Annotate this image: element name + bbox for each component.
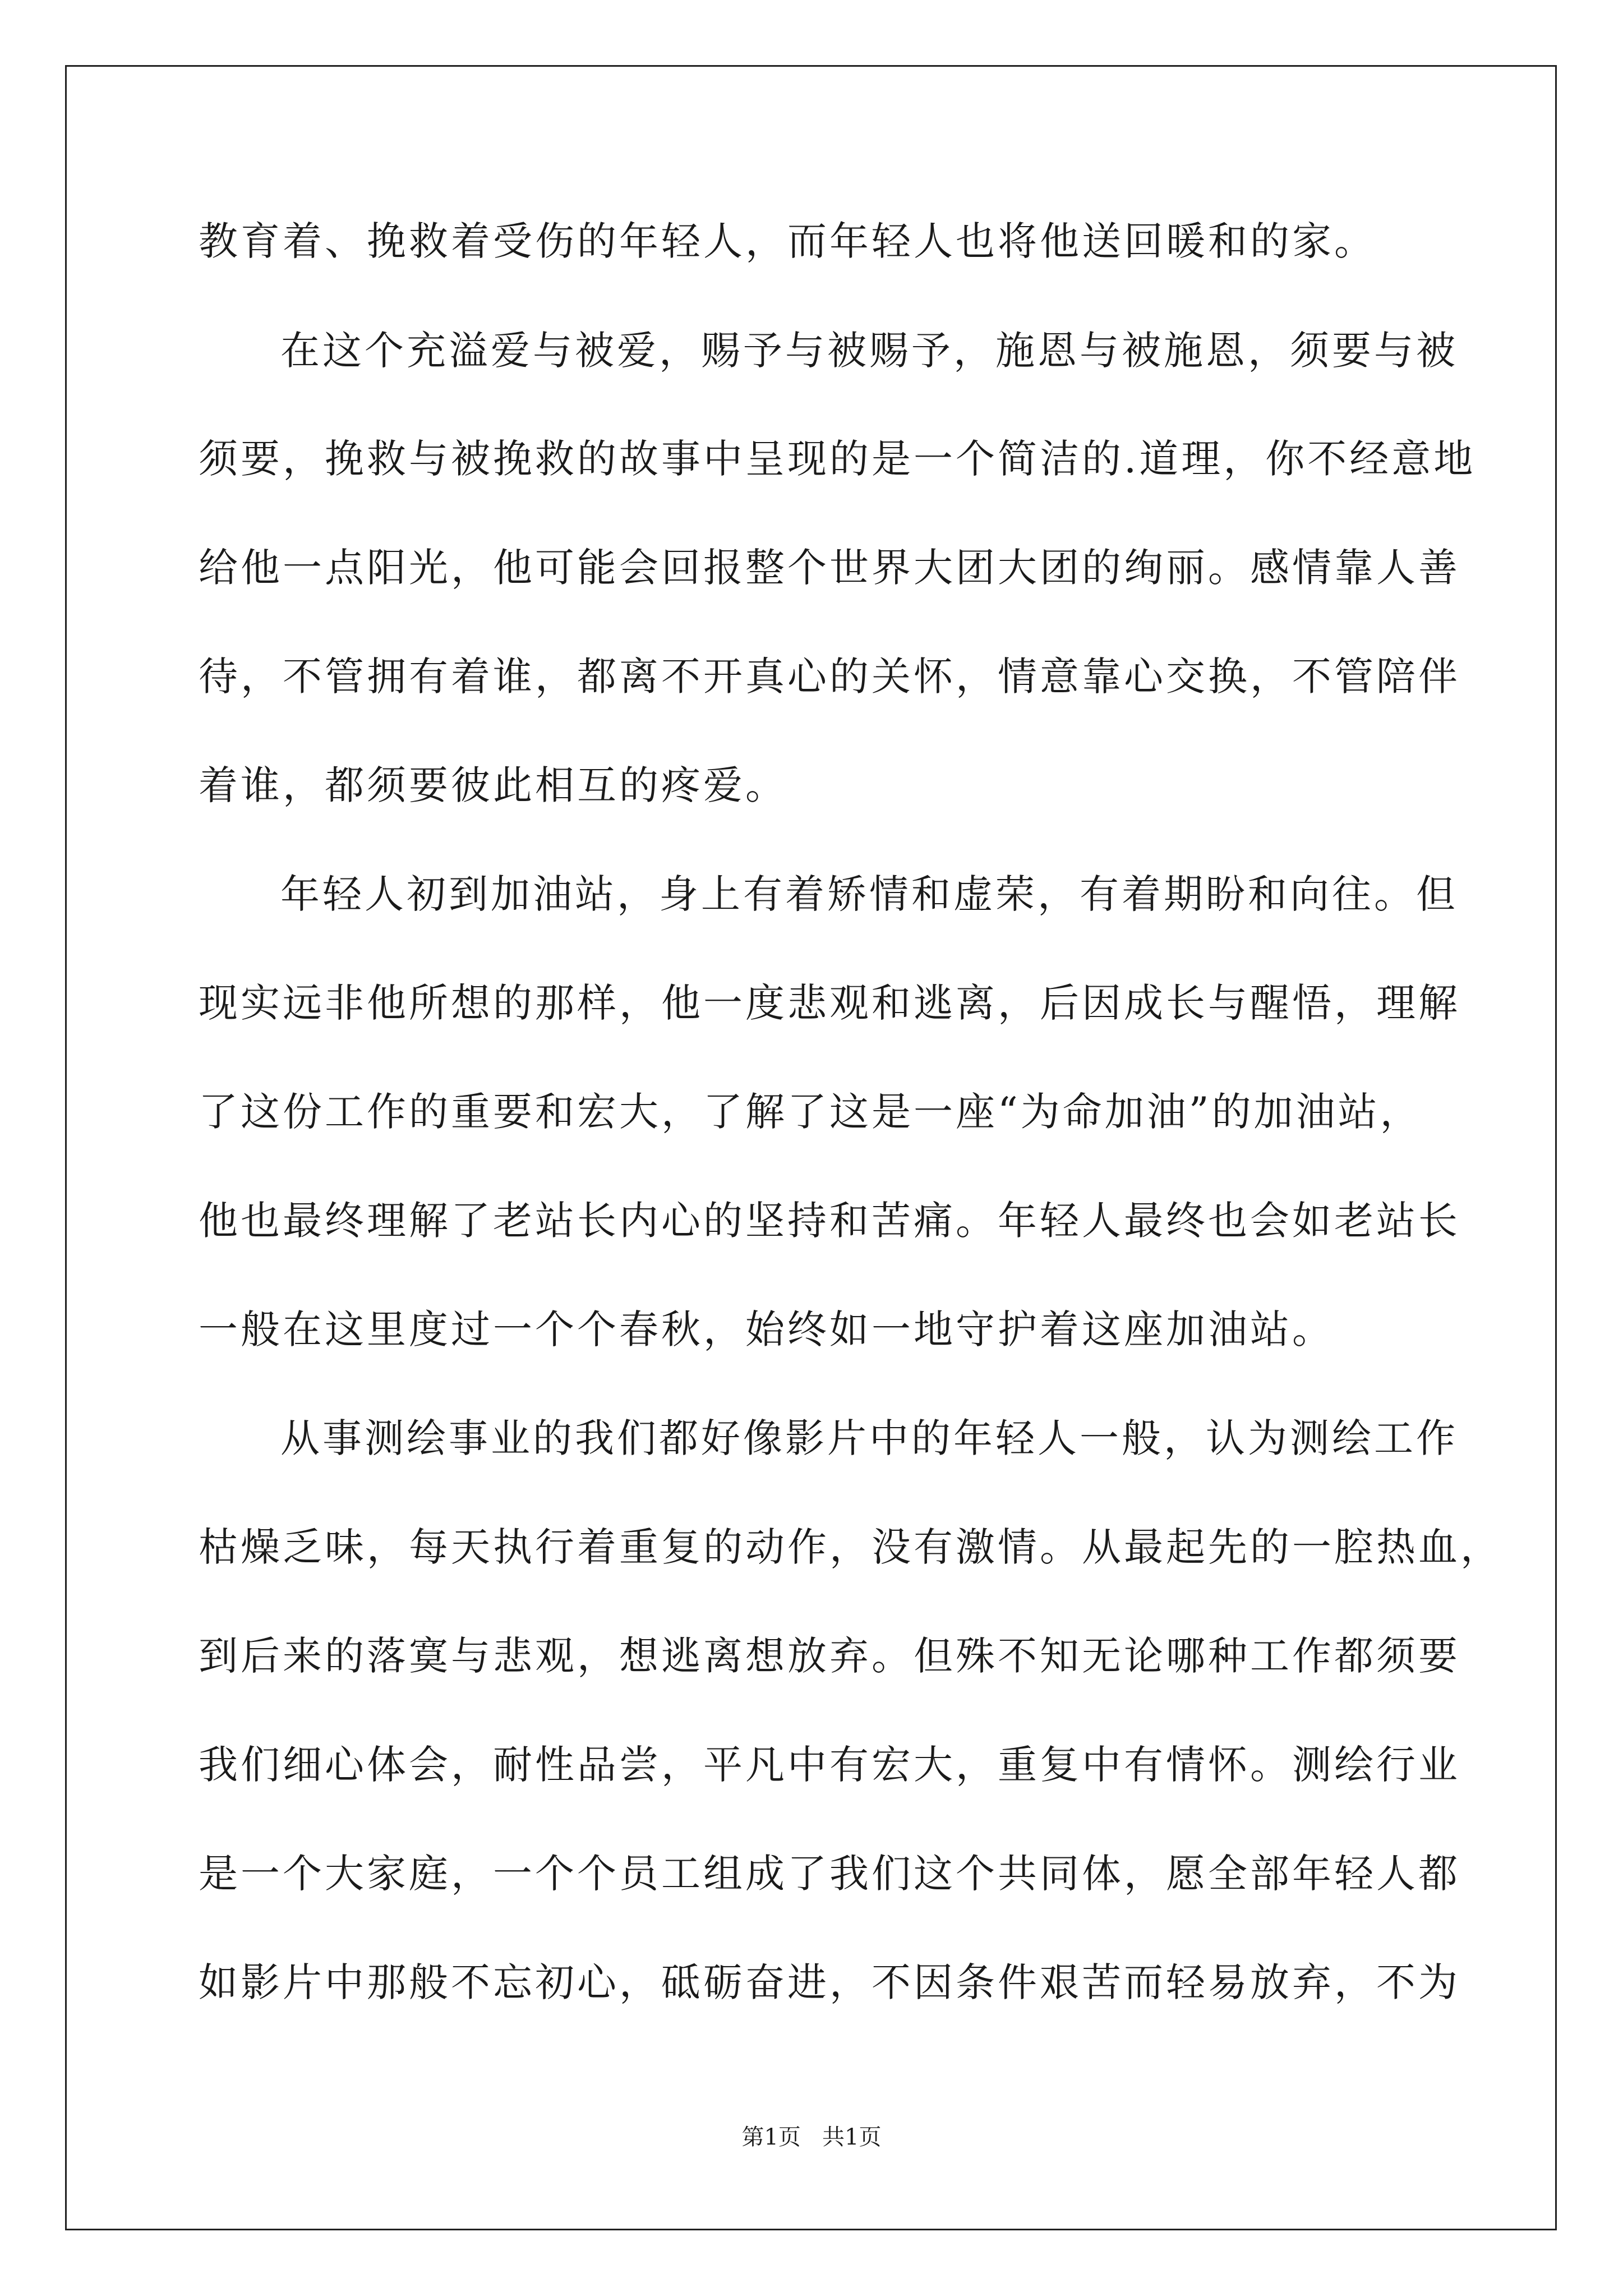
paragraph-start-line: 在这个充溢爱与被爱，赐予与被赐予，施恩与被施恩，须要与被 — [280, 328, 1458, 374]
text-line: 着谁，都须要彼此相互的疼爱。 — [199, 762, 787, 808]
text-line: 待，不管拥有着谁，都离不开真心的关怀，情意靠心交换，不管陪伴 — [199, 654, 1460, 700]
text-line: 是一个大家庭，一个个员工组成了我们这个共同体，愿全部年轻人都 — [199, 1851, 1460, 1897]
text-line: 一般在这里度过一个个春秋，始终如一地守护着这座加油站。 — [199, 1306, 1334, 1352]
text-line: 给他一点阳光，他可能会回报整个世界大团大团的绚丽。感情靠人善 — [199, 545, 1460, 591]
text-line: 枯燥乏味，每天执行着重复的动作，没有激情。从最起先的一腔热血， — [199, 1524, 1502, 1570]
text-line: 我们细心体会，耐性品尝，平凡中有宏大，重复中有情怀。测绘行业 — [199, 1742, 1460, 1788]
paragraph-start-line: 从事测绘事业的我们都好像影片中的年轻人一般，认为测绘工作 — [280, 1415, 1458, 1461]
text-line: 如影片中那般不忘初心，砥砺奋进，不因条件艰苦而轻易放弃，不为 — [199, 1959, 1460, 2005]
text-line: 现实远非他所想的那样，他一度悲观和逃离，后因成长与醒悟，理解 — [199, 980, 1460, 1026]
text-line: 须要，挽救与被挽救的故事中呈现的是一个简洁的.道理，你不经意地 — [199, 436, 1476, 482]
text-line: 了这份工作的重要和宏大，了解了这是一座“为命加油”的加油站， — [199, 1089, 1422, 1135]
page-number-footer: 第1页 共1页 — [741, 2124, 882, 2150]
page-border — [65, 65, 1557, 2230]
text-line: 到后来的落寞与悲观，想逃离想放弃。但殊不知无论哪种工作都须要 — [199, 1633, 1460, 1679]
paragraph-start-line: 年轻人初到加油站，身上有着矫情和虚荣，有着期盼和向往。但 — [280, 871, 1458, 917]
text-line: 他也最终理解了老站长内心的坚持和苦痛。年轻人最终也会如老站长 — [199, 1198, 1460, 1244]
text-line: 教育着、挽救着受伤的年轻人，而年轻人也将他送回暖和的家。 — [199, 218, 1376, 264]
